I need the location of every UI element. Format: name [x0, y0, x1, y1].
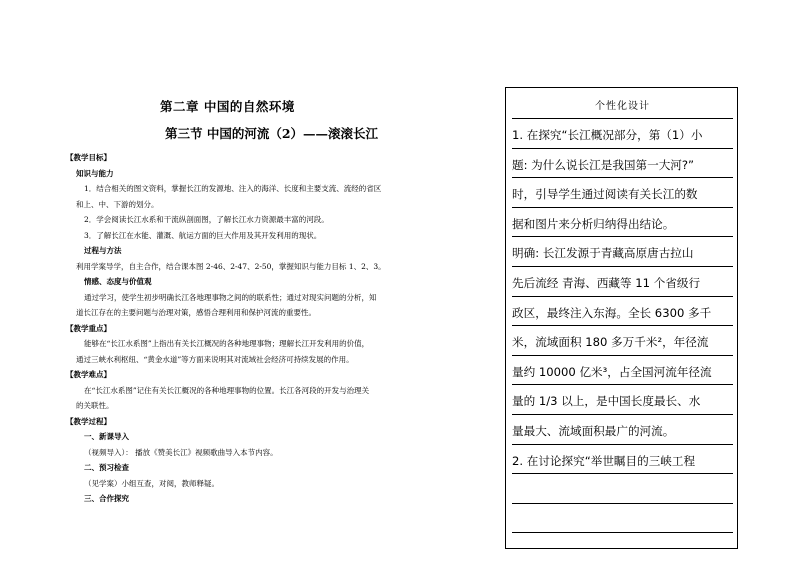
panel-line: 量约 10000 亿米³，占全国河流年径流 — [512, 356, 733, 386]
panel-line: 据和图片来分析归纳得出结论。 — [512, 208, 733, 238]
panel-line — [512, 533, 733, 549]
panel-line: 1. 在探究“长江概况部分，第（1）小 — [512, 118, 733, 149]
panel-line: 政区，最终注入东海。全长 6300 多千 — [512, 297, 733, 327]
lesson-line: 的关联性。 — [76, 401, 114, 410]
panel-line: 明确: 长江发源于青藏高原唐古拉山 — [512, 237, 733, 267]
panel-lined-text — [512, 118, 733, 549]
panel-line: 先后流经 青海、西藏等 11 个省级行 — [512, 267, 733, 297]
lesson-line: 2．学会阅读长江水系和干流纵剖面图，了解长江水力资源最丰富的河段。 — [84, 215, 329, 224]
section-title: 第三节 中国的河流（2）——滚滚长江 — [165, 126, 379, 141]
lesson-line: 道长江存在的主要问题与治理对策，感悟合理利用和保护河流的重要性。 — [76, 308, 316, 317]
panel-line: 题: 为什么说长江是我国第一大河?” — [512, 149, 733, 179]
panel-line — [512, 504, 733, 534]
lesson-line: （见学案）小组互查，对阅，教师释疑。 — [84, 478, 219, 488]
lesson-body — [66, 150, 496, 507]
panel-line: 时，引导学生通过阅读有关长江的数 — [512, 178, 733, 208]
panel-line: 2. 在讨论探究“举世瞩目的三峡工程 — [512, 445, 733, 475]
chapter-title: 第二章 中国的自然环境 — [160, 99, 295, 114]
panel-line: 量最大、流域面积最广的河流。 — [512, 415, 733, 445]
lesson-line: 一、新课导入 — [84, 432, 129, 441]
lesson-line: 通过学习，使学生初步明确长江各地理事物之间的的联系性；通过对现实问题的分析，知 — [84, 292, 377, 302]
lesson-line: （视频导入）： 播放《赞美长江》视频歌曲导入本节内容。 — [84, 447, 278, 457]
lesson-line: 1．结合相关的图文资料，掌握长江的发源地、注入的海洋、长度和主要支流、流经的省区 — [84, 184, 382, 193]
lesson-line: 【教学难点】 — [66, 370, 111, 379]
lesson-line: 能够在“长江水系图”上指出有关长江概况的各种地理事物；理解长江开发利用的价值， — [84, 339, 370, 348]
lesson-line: 【教学重点】 — [66, 323, 111, 333]
lesson-line: 情感、态度与价值观 — [84, 277, 152, 286]
panel-line: 米，流域面积 180 多万千米²，年径流 — [512, 326, 733, 356]
lesson-line: 【教学过程】 — [66, 416, 111, 426]
lesson-line: 知识与能力 — [76, 168, 114, 178]
lesson-line: 3．了解长江在水能、灌溉、航运方面的巨大作用及其开发利用的现状。 — [84, 230, 322, 240]
lesson-line: 通过三峡水利枢纽、“黄金水道”等方面来说明其对流域社会经济可持续发展的作用。 — [76, 354, 354, 364]
lesson-line: 利用学案导学，自主合作，结合课本图 2-46、2-47、2-50，掌握知识与能力目标 1、2、3。 — [76, 261, 386, 271]
personalized-design-panel — [505, 87, 738, 549]
panel-line: 量的 1/3 以上，是中国长度最长、水 — [512, 385, 733, 415]
panel-line — [512, 474, 733, 504]
lesson-line: 在“长江水系图”记住有关长江概况的各种地理事物的位置。长江各河段的开发与治理关 — [84, 385, 370, 395]
lesson-line: 二、预习检查 — [84, 463, 129, 472]
lesson-line: 三、合作探究 — [84, 494, 129, 503]
lesson-line: 过程与方法 — [84, 246, 122, 255]
lesson-line: 【教学目标】 — [66, 153, 111, 162]
lesson-line: 和上、中、下游的划分。 — [76, 199, 159, 209]
panel-title: 个性化设计 — [595, 101, 650, 112]
